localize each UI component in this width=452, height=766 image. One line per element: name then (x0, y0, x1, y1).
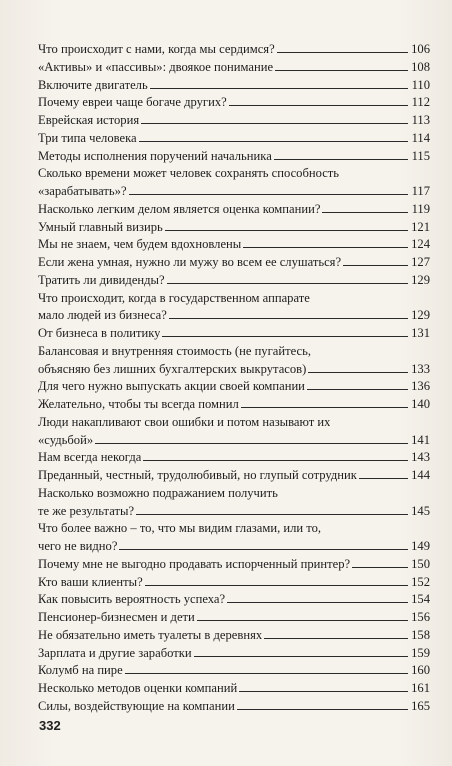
toc-entry (38, 378, 430, 396)
toc-page-number: 145 (411, 503, 430, 518)
toc-entry (38, 414, 430, 450)
toc-entry-title: Методы исполнения поручений начальника (38, 148, 272, 163)
toc-entry-title: Сколько времени может человек сохранять способность (38, 166, 340, 181)
toc-entry (38, 343, 430, 379)
toc-page-number: 127 (411, 255, 430, 269)
toc-entry-line (38, 556, 430, 574)
toc-page-number: 119 (411, 201, 430, 216)
toc-leader-line (308, 371, 408, 373)
toc-page-number: 108 (411, 59, 430, 74)
toc-entry-line (38, 449, 430, 467)
toc-entry (38, 698, 430, 716)
toc-entry-title: Не обязательно иметь туалеты в деревнях (38, 627, 263, 642)
toc-leader-line (165, 229, 408, 231)
toc-page-number: 140 (411, 397, 430, 411)
toc-leader-line (237, 708, 408, 710)
toc-entry-line (38, 680, 430, 698)
toc-leader-line (141, 122, 408, 124)
toc-entry (38, 219, 430, 237)
toc-entry-title: Умный главный визирь (38, 219, 163, 234)
toc-page-number: 144 (411, 468, 430, 482)
toc-entry-line (38, 609, 430, 627)
toc-entry (38, 77, 430, 95)
toc-entry (38, 325, 430, 343)
toc-entry-title: «Активы» и «пассивы»: двоякое понимание (38, 59, 274, 74)
toc-leader-line (169, 317, 408, 319)
toc-entry (38, 662, 430, 680)
toc-entry-title: Что происходит, когда в государственном аппарате (38, 290, 310, 305)
toc-entry (38, 680, 430, 698)
toc-leader-line (197, 619, 408, 621)
toc-entry-line (38, 378, 430, 396)
toc-leader-line (275, 69, 408, 71)
toc-page-number: 106 (411, 42, 430, 56)
toc-entry-line (38, 591, 430, 609)
toc-entry-title: Почему евреи чаще богаче других? (38, 95, 227, 110)
toc-entry-title: Включите двигатель (38, 77, 148, 92)
toc-entry-title: Преданный, честный, трудолюбивый, но глупый сотрудник (38, 468, 357, 482)
toc-page-number: 160 (411, 663, 430, 678)
toc-entry-title: Балансовая и внутренняя стоимость (не пугайтесь, (38, 343, 311, 358)
toc-leader-line (227, 601, 408, 603)
toc-entry-line (38, 698, 430, 716)
toc-page-number: 131 (411, 326, 430, 340)
toc-entry (38, 112, 430, 130)
toc-entry-line (38, 94, 430, 112)
toc-entry (38, 574, 430, 592)
toc-entry (38, 645, 430, 663)
toc-entry (38, 272, 430, 290)
toc-leader-line (119, 548, 408, 550)
toc-entry-line (38, 538, 430, 556)
toc-entry-line (38, 503, 430, 521)
toc-entry-line (38, 467, 430, 485)
toc-entry-line (38, 236, 430, 254)
toc-leader-line (150, 87, 408, 89)
toc-entry (38, 201, 430, 219)
toc-leader-line (359, 477, 408, 479)
toc-entry-title: Насколько возможно подражанием получить (38, 485, 278, 500)
toc-entry-title: «зарабатывать»? (38, 184, 127, 198)
toc-leader-line (229, 104, 408, 106)
toc-entry (38, 467, 430, 485)
toc-leader-line (352, 566, 408, 568)
toc-entry-title: Мы не знаем, чем будем вдохновлены (38, 237, 242, 252)
toc-entry (38, 254, 430, 272)
toc-entry (38, 94, 430, 112)
toc-page-number: 149 (411, 539, 430, 553)
toc-leader-line (264, 637, 408, 639)
toc-entry-line (38, 112, 430, 130)
toc-leader-line (194, 655, 408, 657)
toc-entry-title: Несколько методов оценки компаний (38, 681, 238, 695)
toc-page-number: 161 (411, 681, 430, 695)
toc-entry-line (38, 343, 430, 361)
toc-page-number: 152 (411, 574, 430, 589)
toc-entry-title: Как повысить вероятность успеха? (38, 592, 226, 607)
toc-entry-title: Колумб на пире (38, 663, 123, 678)
toc-entry-line (38, 361, 430, 379)
toc-entry-title: Желательно, чтобы ты всегда помнил (38, 397, 239, 411)
toc-leader-line (277, 51, 408, 53)
toc-leader-line (95, 442, 408, 444)
toc-entry-line (38, 662, 430, 680)
toc-entry-title: Насколько легким делом является оценка компании? (38, 201, 321, 216)
toc-entry-title: Силы, воздействующие на компании (38, 698, 235, 713)
toc-entry (38, 627, 430, 645)
toc-entry-line (38, 41, 430, 59)
toc-entry-title: мало людей из бизнеса? (38, 308, 167, 323)
toc-entry-title: Кто ваши клиенты? (38, 574, 143, 589)
toc-page-number: 154 (411, 592, 430, 607)
toc-entry (38, 236, 430, 254)
toc-entry (38, 609, 430, 627)
toc-leader-line (162, 335, 408, 337)
toc-page-number: 129 (411, 308, 430, 323)
toc-page-number: 129 (411, 272, 430, 287)
toc-entry-line (38, 520, 430, 538)
table-of-contents (38, 41, 430, 716)
toc-entry-title: От бизнеса в политику (38, 326, 161, 340)
toc-leader-line (239, 690, 408, 692)
toc-entry-title: Три типа человека (38, 130, 137, 145)
toc-entry-line (38, 645, 430, 663)
toc-leader-line (145, 584, 408, 586)
toc-entry-line (38, 396, 430, 414)
toc-entry-line (38, 325, 430, 343)
toc-page-number: 133 (411, 361, 430, 376)
toc-entry-title: те же результаты? (38, 503, 135, 518)
toc-page-number: 115 (411, 148, 430, 163)
toc-page-number: 112 (411, 95, 430, 110)
toc-page-number: 121 (411, 219, 430, 234)
toc-entry-line (38, 627, 430, 645)
toc-page-number: 143 (411, 450, 430, 465)
toc-page-number: 150 (411, 556, 430, 571)
toc-page-number: 156 (411, 610, 430, 624)
toc-entry (38, 290, 430, 326)
toc-page-number: 114 (411, 130, 430, 145)
toc-entry (38, 59, 430, 77)
toc-entry-line (38, 272, 430, 290)
toc-entry-line (38, 290, 430, 308)
toc-entry-title: Люди накапливают свои ошибки и потом называют их (38, 414, 331, 429)
toc-leader-line (241, 406, 408, 408)
toc-entry-title: чего не видно? (38, 539, 118, 553)
page-number: 332 (39, 718, 61, 733)
toc-entry (38, 591, 430, 609)
toc-leader-line (136, 513, 408, 515)
toc-page-number: 124 (411, 237, 430, 252)
toc-entry-line (38, 432, 430, 450)
toc-entry-line (38, 165, 430, 183)
toc-entry-line (38, 148, 430, 166)
toc-entry (38, 396, 430, 414)
toc-page-number: 136 (411, 379, 430, 394)
toc-entry (38, 485, 430, 521)
toc-entry-line (38, 254, 430, 272)
toc-entry-line (38, 77, 430, 95)
toc-page-number: 158 (411, 627, 430, 642)
toc-entry-title: Зарплата и другие заработки (38, 645, 192, 660)
toc-page-number: 141 (411, 432, 430, 447)
toc-leader-line (129, 193, 408, 195)
toc-entry-line (38, 130, 430, 148)
toc-entry-line (38, 307, 430, 325)
toc-entry-line (38, 183, 430, 201)
toc-entry-title: объясняю без лишних бухгалтерских выкрутасов) (38, 361, 307, 376)
toc-leader-line (139, 140, 408, 142)
toc-entry-line (38, 201, 430, 219)
toc-leader-line (307, 388, 408, 390)
toc-entry-title: Для чего нужно выпускать акции своей компании (38, 379, 305, 394)
toc-entry (38, 130, 430, 148)
toc-entry-title: Пенсионер-бизнесмен и дети (38, 610, 195, 624)
toc-entry-line (38, 485, 430, 503)
toc-entry-line (38, 414, 430, 432)
toc-leader-line (343, 264, 408, 266)
toc-entry-title: Что более важно – то, что мы видим глазами, или то, (38, 521, 322, 536)
toc-entry-title: Если жена умная, нужно ли мужу во всем ее слушаться? (38, 255, 342, 269)
toc-entry-title: Тратить ли дивиденды? (38, 272, 165, 287)
toc-page-number: 117 (411, 184, 430, 198)
toc-entry-title: Что происходит с нами, когда мы сердимся? (38, 42, 275, 56)
toc-entry-line (38, 574, 430, 592)
toc-entry-line (38, 219, 430, 237)
toc-entry-title: «судьбой» (38, 432, 94, 447)
toc-entry-title: Почему мне не выгодно продавать испорченный принтер? (38, 556, 351, 571)
toc-entry (38, 148, 430, 166)
toc-entry (38, 520, 430, 556)
toc-entry (38, 165, 430, 201)
toc-leader-line (125, 672, 408, 674)
toc-leader-line (143, 459, 408, 461)
toc-entry-title: Еврейская история (38, 113, 140, 127)
toc-page-number: 159 (411, 645, 430, 660)
toc-leader-line (322, 211, 408, 213)
toc-page-number: 165 (411, 698, 430, 713)
toc-leader-line (243, 246, 408, 248)
toc-entry-title: Нам всегда некогда (38, 450, 142, 465)
toc-leader-line (274, 158, 408, 160)
toc-entry (38, 41, 430, 59)
toc-entry-line (38, 59, 430, 77)
toc-entry (38, 449, 430, 467)
toc-page-number: 110 (411, 77, 430, 92)
toc-entry (38, 556, 430, 574)
toc-leader-line (167, 282, 408, 284)
toc-page-number: 113 (411, 113, 430, 127)
